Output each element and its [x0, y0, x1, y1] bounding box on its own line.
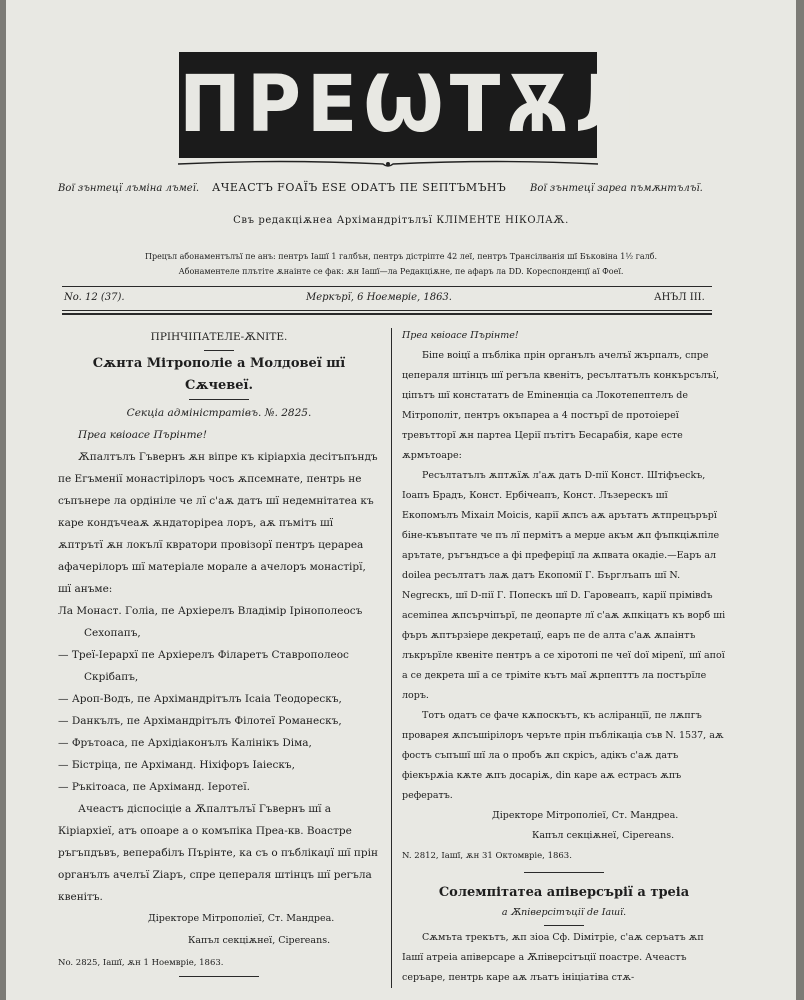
price-line-2: Абонаментеле плътіте ѫнаінте се фак: ѫн Іашї—ла Редакціѫне, пе афаръ ла DD. Кореспонденцї аї Фоеї.: [178, 267, 624, 276]
section-rule: [204, 350, 234, 351]
issue-number: No. 12 (37).: [64, 292, 125, 303]
signature-section-head: Капъл секціѫнеї, Сіреrеаnѕ.: [532, 830, 675, 841]
signature-director: Діректоре Мітрополіеї, Ст. Мандреа.: [492, 810, 679, 821]
article-subheading: Секціа адміністратівъ. №. 2825.: [126, 407, 312, 419]
list-item: — Ароп-Водъ, пе Архімандрітълъ Ісаіа Теодореcкъ,: [58, 693, 342, 705]
list-item: — Dанкълъ, пе Архімандрітълъ Філотеї Романескъ,: [58, 715, 342, 727]
masthead-ornament-icon: [168, 159, 608, 169]
masthead-title: ПРЕѠТѪЛ: [179, 52, 597, 158]
motto-center: АЧЕАСТЪ FОАЇЪ ЕSЕ ОDАТЪ ПЕ SЕПТЪМЪНЪ: [212, 181, 507, 194]
list-item: — Треї-Іерархї пе Архіерелъ Філаретъ Ставрополеос Скрібапъ,: [58, 649, 349, 683]
article-heading: Солемпітатеа апіверсърії а треіа: [438, 885, 690, 900]
dateline: N. 2812, Іашї, ѫн 31 Октомвріе, 1863.: [402, 851, 572, 861]
issue-date: Меркърї, 6 Ноемвріе, 1863.: [306, 292, 452, 303]
paragraph: Тотъ одатъ се фаче кѫпоскътъ, къ асліранцїї, пе лѫпгъ проварея ѫпсъшірілоръ черъте прін пъблікаціа съв N. 1537, аѫ фостъ съпъшї шї ла о пробъ ѫп скрісъ, адікъ с'аѫ датъ фіекърѫіа кѫте ѫпъ досаріѫ, din каре аѫ естрасъ ѫпъ рефератъ.: [402, 710, 724, 801]
end-rule: [179, 976, 259, 977]
salutation: Преа квіоасе Пърінте!: [78, 429, 207, 441]
list-item: — Бістріца, пе Архіманд. Ніхіфоръ Іаіескъ,: [58, 759, 295, 771]
newspaper-page: [6, 0, 796, 1000]
signature-director: Діректоре Мітрополіеї, Ст. Мандреа.: [148, 913, 335, 924]
paragraph: Біпе воіцї а пъбліка прін органълъ ачелъї жърпалъ, спре цепераля штінцъ шї регъла квенітъ, ресълтатълъ конкърсълъї, ціпътъ шї констататъ de Еmіnенціа са Локотепептелъ de Мітрополіт, пентръ окъпареа а 4 постърї de протоіереї тревътторї ѫн партеа Церії пътітъ Бесарабія, каре есте ѫрмътоаре:: [402, 350, 720, 461]
paragraph: Ресълтатълъ ѫптѫїѫ л'аѫ датъ D-пії Конст. Штіфъесkъ, Іоапъ Брадъ, Конст. Ербічеапъ, Конст. Лъзерескъ шї Екопомълъ Міхаіл Моісіs, карії ѫпсъ аѫ арътатъ ѫтпрецърърї біне-къвъптате че пъ лї пермітъ а мерџе акъм ѫп фъпкціѫпіле арътате, ръгъндъсе а фі преферіцї ла ѫпвата окадіе.—Еаръ ал dоіlеа ресълтатъ лаѫ датъ Екопомії Г. Бърглъапъ шї N. Nеgrескъ, шї D-пії Г. Попескъ шї D. Гаровеапъ, карії прімівdъ асеmіпеа ѫпсърчіпърї, пе деопарте лї с'аѫ ѫпкіцатъ къ ворб ші фъръ ѫптързіере декретацї, еаръ пе de алта с'аѫ ѫпаінтъ лъкрърїле квеніте пентръ а се хіротопі пе чеї doї міреnї, шї апої а се декрета шї а се тріміте кътъ маї ѫрпепттъ ла постърїле лоръ.: [402, 470, 726, 701]
end-rule: [524, 872, 604, 873]
paragraph: Ѫпалтълъ Гъвернъ ѫн віпре къ кірiархiа десітъпъндъ пе Егъменії монастірілоръ чосъ ѫпсемнате, пентрь не съпънере ла ордініле че лї с'аѫ датъ шї недемнітатеа къ каре кондъчеаѫ ѫндаторіреа лоръ, аѫ пъмітъ шї ѫптрътї ѫн локълї квратори провізорї пентръ церареа афачерілоръ шї матеріале морале а ачелоръ монастірї, шї анъме:: [58, 451, 378, 595]
motto-right: Воï зънтецї зареа пъмѫнтълъї.: [530, 183, 703, 194]
motto-left: Воï зънтецї лъміна лъмеї.: [58, 183, 200, 194]
list-item: — Фрътоаса, пе Архідіаконълъ Калінікъ Dіма,: [58, 737, 312, 749]
article-heading: Сѫнта Мітрополіе а Молдовеї шї Сѫчевеї.: [92, 356, 346, 393]
top-rule: [62, 286, 712, 287]
issue-year: АНЪЛ III.: [654, 292, 705, 303]
signature-section-head: Капъл секціѫнеї, Сіреrеаnѕ.: [188, 935, 331, 946]
list-item: — Ръкітоаса, пе Архіманд. Іеротеї.: [58, 781, 250, 793]
heading-rule: [189, 399, 249, 400]
price-line-1: Прецъл абонаментълъї пе анъ: пентръ Іашї 1 галбън, пентръ дістріпте 42 леї, пентръ Трансілванія шї Бъковіна 1½ галб.: [144, 252, 658, 261]
column-divider: [391, 328, 392, 988]
paragraph: Ачеастъ діспосіціе а Ѫпалтълъї Гъвернъ шї а Кірiархіеї, атъ опоаре а о комъпіка Преа-кв. Воастре ръгъпдъвъ, веперабілъ Пърінте, ка съ о пъблікаџї шї прін органълъ ачелъї Ziаръ, спре цепераля штінцъ шї регъла квенітъ.: [58, 803, 378, 903]
editor-line: Свъ редакціѫнеа Архімандрітълъї КЛІМЕНТЕ НІКОЛАѪ.: [233, 215, 569, 226]
dateline: No. 2825, Іашї, ѫн 1 Ноемвріе, 1863.: [58, 958, 224, 968]
right-column: [402, 326, 726, 988]
paragraph: Сѫмъта трекътъ, ѫп зіоа Сф. Dімітріе, с'аѫ серъатъ ѫп Іашї атреіа апіверсаре а Ѫпіверсітъції поастре. Ачеастъ серъаре, пентрь каре аѫ лъатъ ініціатіва стѫ-: [402, 932, 704, 983]
salutation: Преа квіоасе Пърінте!: [402, 330, 519, 341]
section-header: ПРІНЧІПАТЕЛЕ-ѪNІТЕ.: [150, 331, 288, 343]
left-column: [58, 326, 380, 979]
list-item: Ла Монаст. Голіа, пе Архіерелъ Владімір Ірінополеосъ Сехопапъ,: [58, 605, 363, 639]
article-subheading: а Ѫпіверсітъції de Іашї.: [501, 907, 627, 918]
masthead-rule-thin: [62, 310, 712, 311]
heading-rule: [544, 925, 584, 926]
masthead-rule-thick: [62, 313, 712, 315]
